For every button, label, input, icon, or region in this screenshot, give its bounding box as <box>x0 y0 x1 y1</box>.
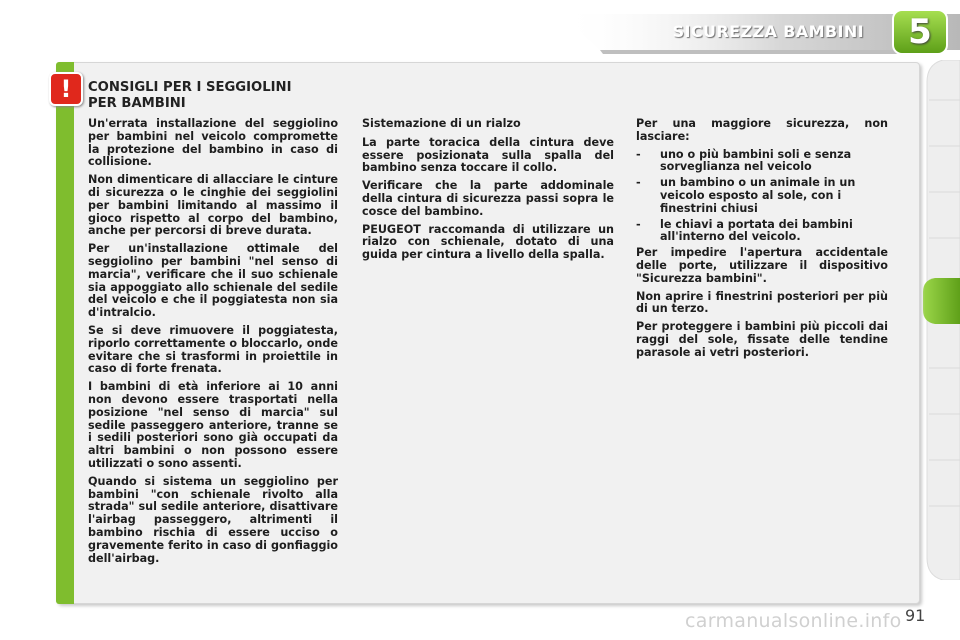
section-title-line2: PER BAMBINI <box>88 96 186 111</box>
chapter-title: SICUREZZA BAMBINI <box>672 22 864 41</box>
paragraph: Verificare che la parte addominale della cintura di sicurezza passi sopra le cosce del bambino. <box>362 179 614 218</box>
paragraph: Un'errata installazione del seggiolino per bambini nel veicolo compromette la protezione del bambino in caso di collisione. <box>88 117 338 169</box>
paragraph: La parte toracica della cintura deve essere posizionata sulla spalla del bambino senza toccare il collo. <box>362 135 614 175</box>
exclamation-icon: ! <box>60 75 72 103</box>
list-item-text: le chiavi a portata dei bambini all'interno del veicolo. <box>660 217 853 244</box>
column-3 <box>636 118 888 365</box>
list-item <box>636 149 888 175</box>
paragraph: Quando si sistema un seggiolino per bambini "con schienale rivolto alla strada" sul sedile anteriore, disattivare l'airbag passeggero, altrimenti il bambino rischia di essere ucciso o gravemente ferito in caso di gonfiaggio dell'airbag. <box>88 474 338 565</box>
paragraph: Per una maggiore sicurezza, non lasciare: <box>636 117 888 143</box>
list-dash: - <box>636 147 641 161</box>
paragraph: Non dimenticare di allacciare le cinture di sicurezza o le cinghie dei seggiolini per bambini limitando al massimo il gioco rispetto al corpo del bambino, anche per percorsi di breve durata. <box>88 173 338 238</box>
chapter-side-tabs <box>923 60 960 580</box>
list-dash: - <box>636 176 641 190</box>
list-dash: - <box>636 217 641 231</box>
paragraph: PEUGEOT raccomanda di utilizzare un rialzo con schienale, dotato di una guida per cintura a livello della spalla. <box>362 222 614 262</box>
page-number: 91 <box>905 606 926 625</box>
list-item-text: un bambino o un animale in un veicolo esposto al sole, con i finestrini chiusi <box>660 176 856 215</box>
panel-accent-strip <box>56 62 74 604</box>
paragraph: Per un'installazione ottimale del seggiolino per bambini "nel senso di marcia", verificare che il suo schienale sia appoggiato allo schienale del sedile del veicolo e che il poggiatesta non sia d'intralcio. <box>88 242 338 320</box>
watermark: carmanualsonline.info <box>685 610 902 632</box>
list-item-text: uno o più bambini soli e senza sorveglianza nel veicolo <box>660 147 852 174</box>
list-item <box>636 177 888 215</box>
paragraph: Per impedire l'apertura accidentale delle porte, utilizzare il dispositivo "Sicurezza bambini". <box>636 246 888 285</box>
chapter-number-badge: 5 <box>908 12 932 52</box>
column-1 <box>88 118 338 570</box>
paragraph: I bambini di età inferiore ai 10 anni non devono essere trasportati nella posizione "nel senso di marcia" sul sedile passeggero anteriore, tranne se i sedili posteriori sono già occupati da altri bambini o non possono essere utilizzati o sono assenti. <box>88 380 338 470</box>
paragraph: Non aprire i finestrini posteriori per più di un terzo. <box>636 289 888 316</box>
column-2 <box>362 118 614 267</box>
paragraph: Per proteggere i bambini più piccoli dai raggi del sole, fissate delle tendine parasole ai vetri posteriori. <box>636 320 888 359</box>
section-title-line1: CONSIGLI PER I SEGGIOLINI <box>88 80 292 95</box>
list-item <box>636 219 888 245</box>
section-title <box>88 80 348 112</box>
subsection-title: Sistemazione di un rialzo <box>362 117 521 130</box>
paragraph: Se si deve rimuovere il poggiatesta, riporlo correttamente o bloccarlo, onde evitare che si trasformi in proiettile in caso di forte frenata. <box>88 323 338 376</box>
